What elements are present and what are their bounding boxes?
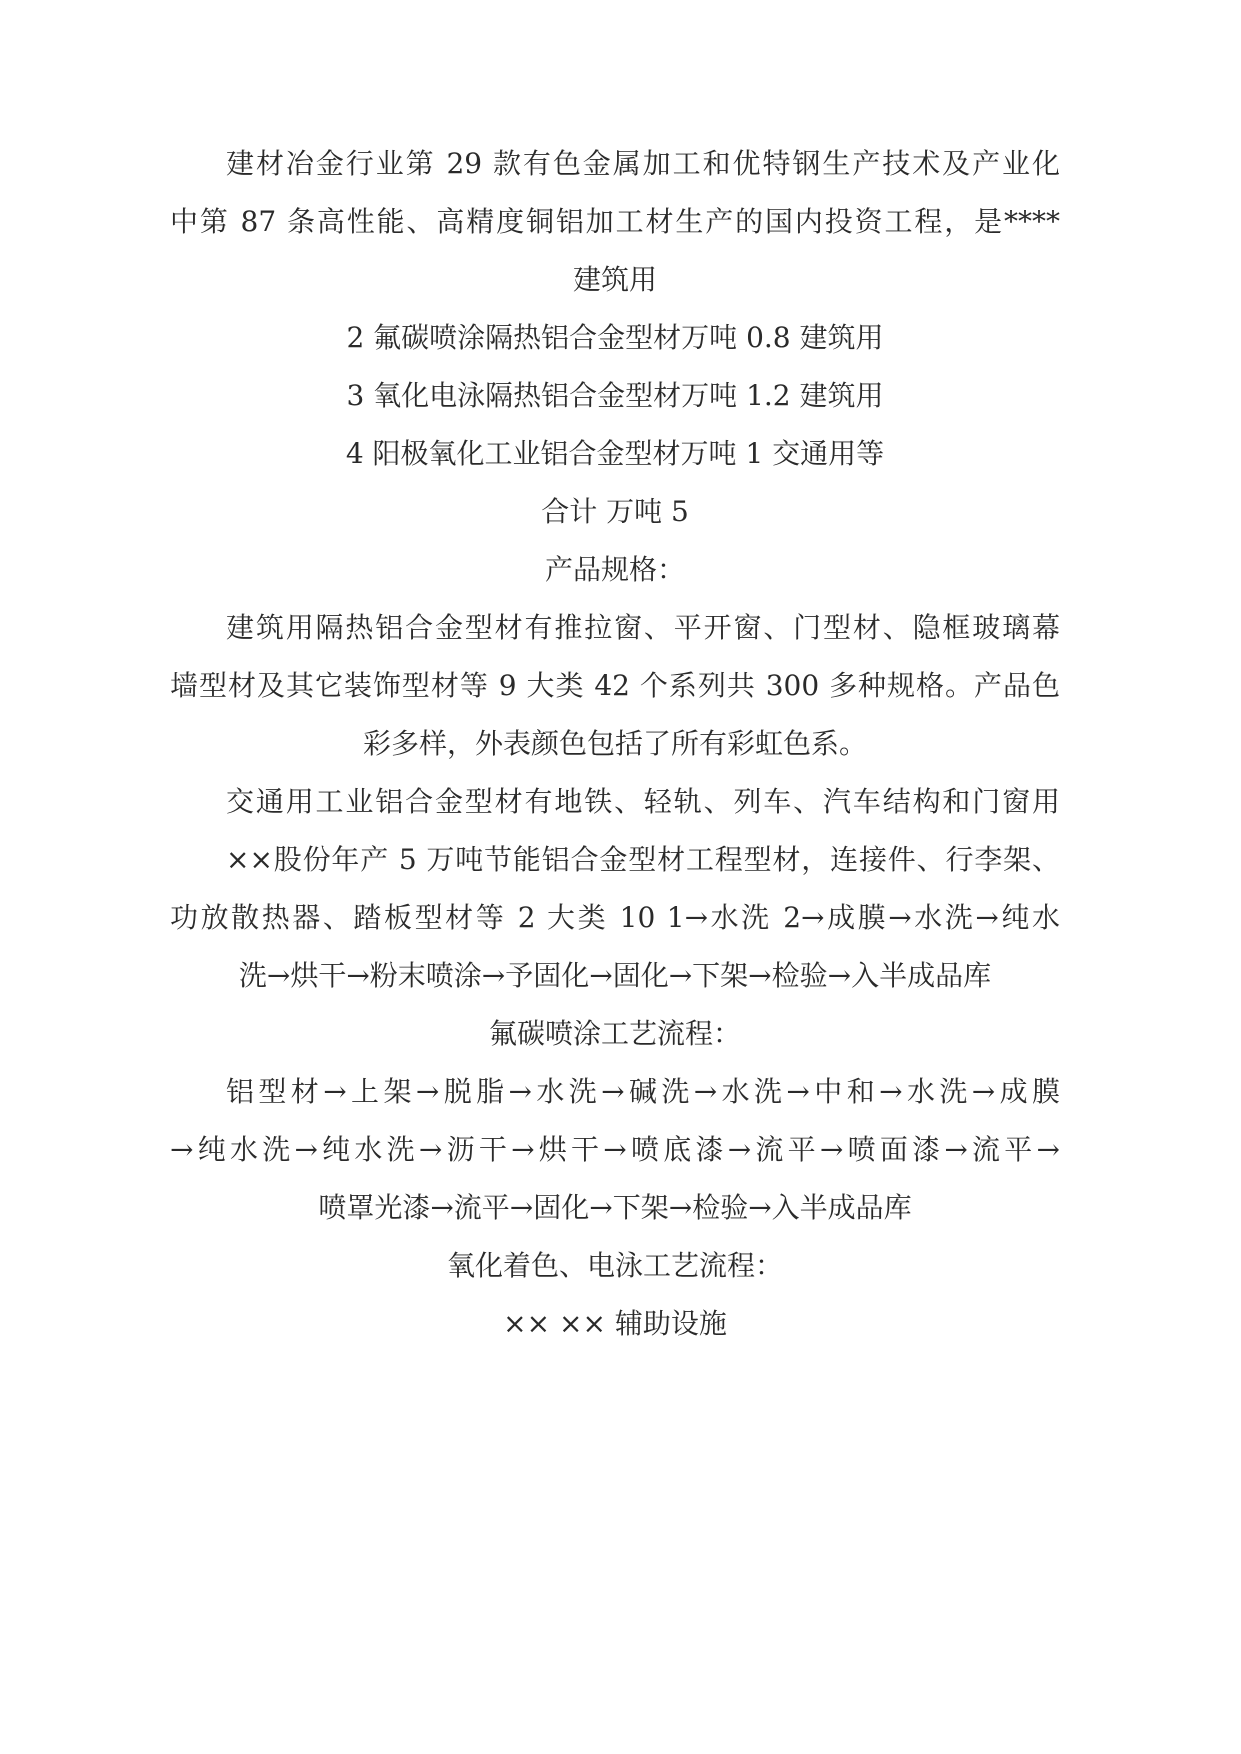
paragraph-line-9: 建筑用隔热铝合金型材有推拉窗、平开窗、门型材、隐框玻璃幕 — [226, 611, 1060, 644]
paragraph-line-2: 中第 87 条高性能、高精度铜铝加工材生产的国内投资工程，是**** — [170, 205, 1060, 238]
auxiliary-facilities-line: ×× ×× 辅助设施 — [503, 1307, 727, 1340]
product-line-3: 3 氧化电泳隔热铝合金型材万吨 1.2 建筑用 — [346, 379, 884, 412]
product-line-2: 2 氟碳喷涂隔热铝合金型材万吨 0.8 建筑用 — [346, 321, 884, 354]
section-heading-fluorocarbon: 氟碳喷涂工艺流程： — [488, 1017, 741, 1050]
paragraph-line-10: 墙型材及其它装饰型材等 9 大类 42 个系列共 300 多种规格。产品色 — [170, 669, 1060, 702]
section-heading-product-spec: 产品规格： — [544, 553, 685, 586]
paragraph-line-11: 彩多样，外表颜色包括了所有彩虹色系。 — [362, 727, 867, 760]
process-line-2: →纯水洗→纯水洗→沥干→烘干→喷底漆→流平→喷面漆→流平→ — [170, 1133, 1060, 1166]
paragraph-line-15: 洗→烘干→粉末喷涂→予固化→固化→下架→检验→入半成品库 — [238, 959, 992, 992]
process-line-3: 喷罩光漆→流平→固化→下架→检验→入半成品库 — [318, 1191, 912, 1224]
paragraph-line-1: 建材冶金行业第 29 款有色金属加工和优特钢生产技术及产业化 — [226, 147, 1060, 180]
product-line-4: 4 阳极氧化工业铝合金型材万吨 1 交通用等 — [345, 437, 885, 470]
text-line-3: 建筑用 — [572, 263, 657, 296]
section-heading-anodizing: 氧化着色、电泳工艺流程： — [446, 1249, 783, 1282]
paragraph-line-12: 交通用工业铝合金型材有地铁、轻轨、列车、汽车结构和门窗用 — [226, 785, 1060, 818]
process-line-1: 铝型材→上架→脱脂→水洗→碱洗→水洗→中和→水洗→成膜 — [226, 1075, 1060, 1108]
total-line: 合计 万吨 5 — [541, 495, 689, 528]
paragraph-line-14: 功放散热器、踏板型材等 2 大类 10 1→水洗 2→成膜→水洗→纯水 — [170, 901, 1060, 934]
paragraph-line-13: ××股份年产 5 万吨节能铝合金型材工程型材，连接件、行李架、 — [226, 843, 1060, 876]
